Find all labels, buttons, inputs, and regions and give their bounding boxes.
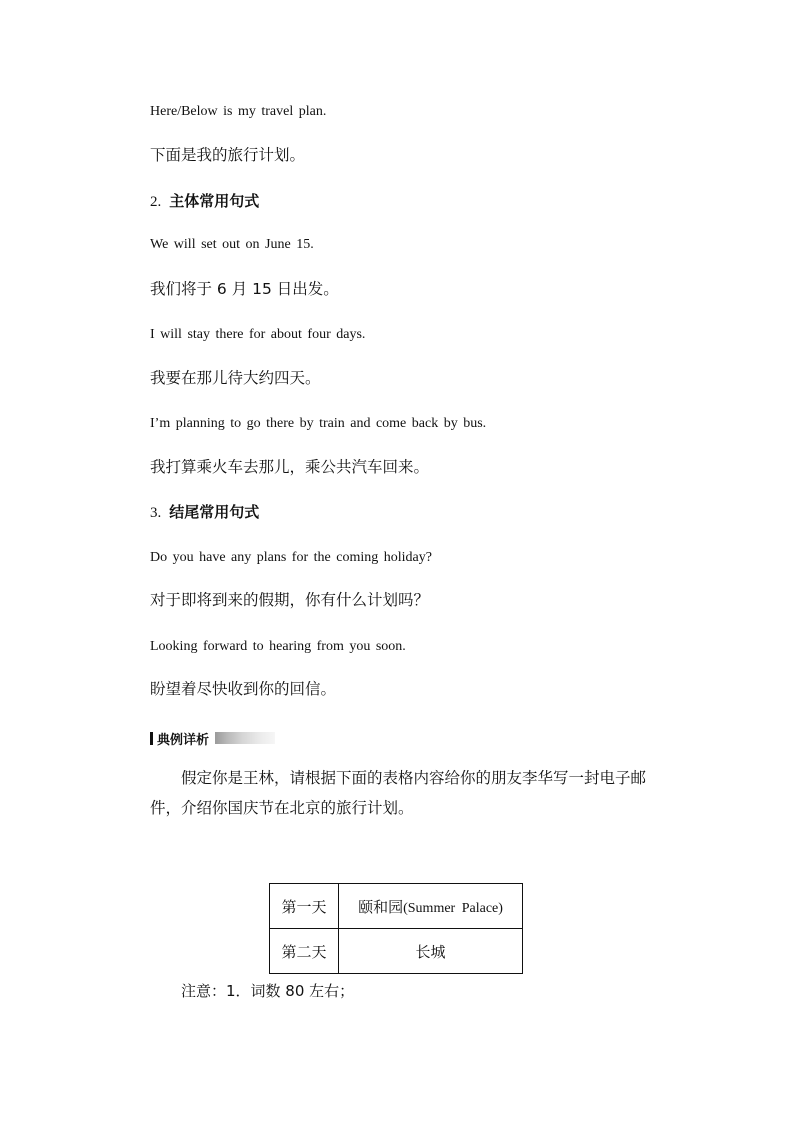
heading-text: 结尾常用句式 (169, 503, 260, 521)
heading-text: 主体常用句式 (169, 192, 260, 210)
place-zh: 颐和园 (358, 897, 404, 916)
line-looking-forward-zh: 盼望着尽快收到你的回信。 (150, 680, 337, 698)
place-zh: 长城 (415, 942, 446, 961)
place-en: (Summer Palace) (403, 900, 503, 916)
table-cell-place (339, 929, 523, 974)
line-set-out-zh: 我们将于 6 月 15 日出发。 (150, 280, 339, 298)
line-stay-there: I will stay there for about four days. (150, 327, 366, 342)
section-tag-gradient (215, 732, 275, 744)
line-looking-forward: Looking forward to hearing from you soon. (150, 639, 406, 654)
table-row (270, 929, 523, 974)
heading-number: 3. (150, 505, 162, 521)
section-tag (150, 730, 275, 746)
table-cell-place (339, 884, 523, 929)
line-travel-plan-zh: 下面是我的旅行计划。 (150, 146, 306, 164)
line-any-plans-zh: 对于即将到来的假期，你有什么计划吗？ (150, 591, 430, 609)
line-planning-zh: 我打算乘火车去那儿，乘公共汽车回来。 (150, 458, 430, 476)
table-cell-day: 第二天 (270, 929, 339, 974)
table-cell-day: 第一天 (270, 884, 339, 929)
heading-ending-sentences (150, 505, 259, 521)
heading-number: 2. (150, 194, 162, 210)
line-any-plans: Do you have any plans for the coming holiday? (150, 550, 432, 565)
section-tag-bar (150, 732, 153, 745)
task-paragraph: 假定你是王林，请根据下面的表格内容给你的朋友李华写一封电子邮件，介绍你国庆节在北京的旅行计划。 (150, 769, 647, 817)
line-planning: I’m planning to go there by train and come back by bus. (150, 416, 487, 431)
note-line: 注意：1．词数 80 左右； (181, 982, 355, 1000)
line-set-out: We will set out on June 15. (150, 237, 314, 252)
section-tag-label: 典例详析 (157, 732, 210, 748)
plan-table (269, 883, 523, 974)
table-row (270, 884, 523, 929)
line-stay-there-zh: 我要在那儿待大约四天。 (150, 369, 321, 387)
heading-body-sentences (150, 194, 259, 210)
line-here-below: Here/Below is my travel plan. (150, 104, 327, 119)
